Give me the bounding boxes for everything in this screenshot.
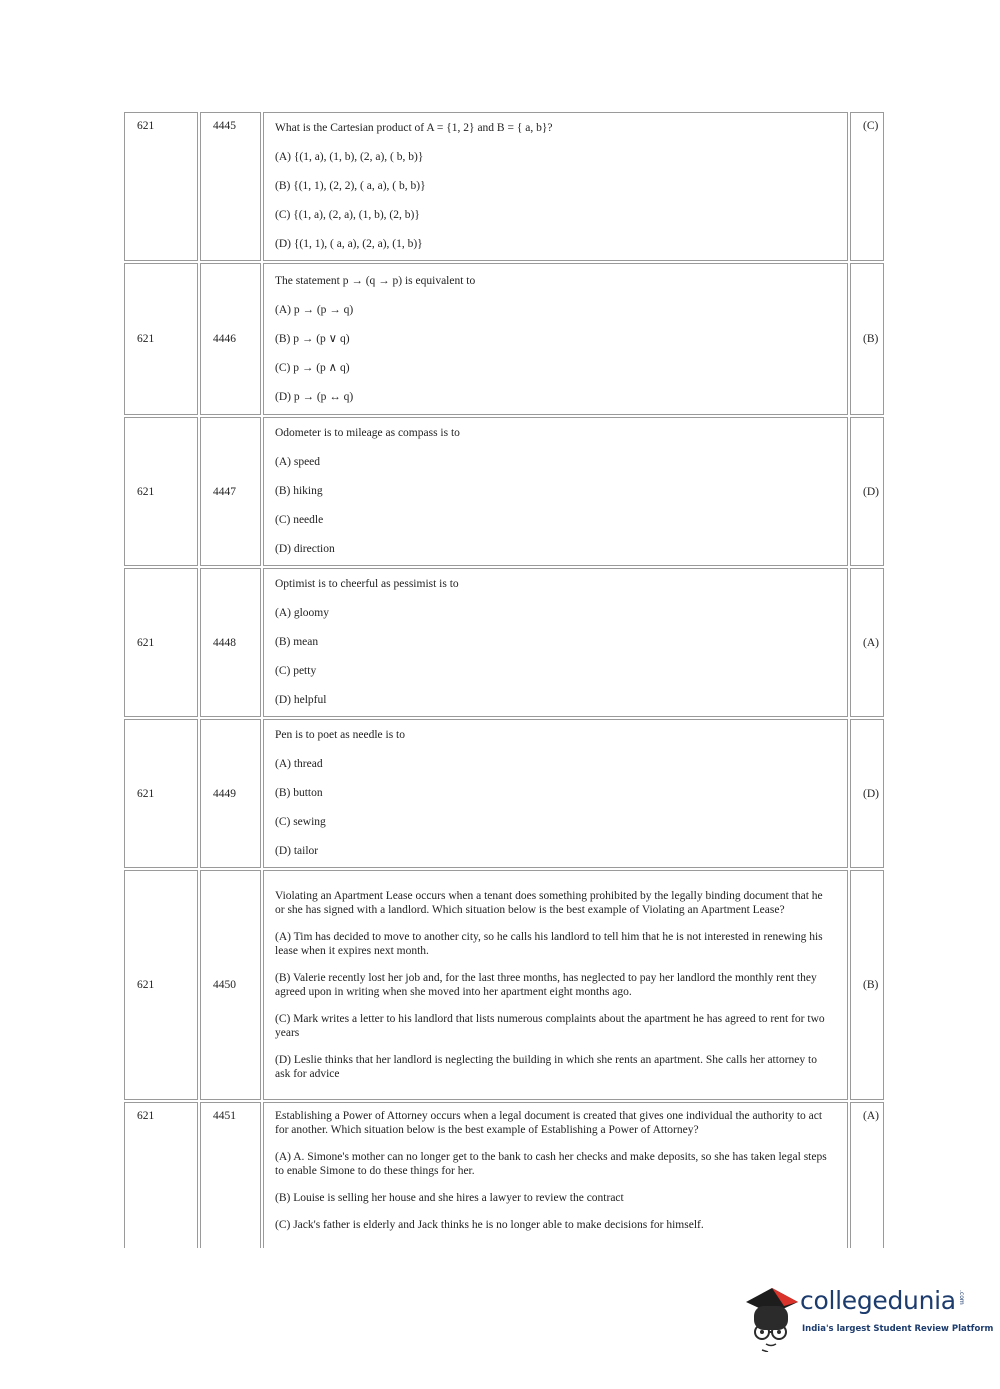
question-cell [263,1102,848,1248]
table-row [124,112,884,261]
paper-code: 621 [124,719,198,868]
logo-wordmark: collegedunia [800,1286,956,1315]
option: (D) helpful [275,694,327,706]
question-cell [263,870,848,1100]
option: (A) thread [275,758,323,770]
question-text: Pen is to poet as needle is to [275,729,405,741]
paper-code: 621 [124,263,198,415]
option: (D) Leslie thinks that her landlord is neglecting the building in which she rents an apartment. She calls her attorney to ask for advice [275,1054,817,1080]
option: (C) {(1, a), (2, a), (1, b), (2, b)} [275,209,420,221]
option: (D) p → (p ↔ q) [275,390,354,403]
option: (B) {(1, 1), (2, 2), ( a, a), ( b, b)} [275,180,426,192]
logo-suffix: .com [958,1290,965,1305]
option: (A) {(1, a), (1, b), (2, a), ( b, b)} [275,151,424,163]
answer: (A) [850,1102,884,1248]
question-number: 4449 [200,719,261,868]
option: (A) p → (p → q) [275,303,354,316]
question-text: The statement p → (q → p) is equivalent to [275,274,476,287]
option: (A) A. Simone's mother can no longer get to the bank to cash her checks and make deposits, so she has taken legal steps to enable Simone to do these things for her. [275,1151,827,1177]
option: (C) needle [275,514,324,526]
question-text: Establishing a Power of Attorney occurs when a legal document is created that gives one individual the authority to act for another. Which situation below is the best example of Establishing a Power of Attorney? [275,1110,823,1136]
answer: (D) [850,417,884,566]
table-row [124,417,884,566]
option: (C) petty [275,665,317,677]
question-number: 4451 [200,1102,261,1248]
question-number: 4447 [200,417,261,566]
question-number: 4445 [200,112,261,261]
logo-tagline: India's largest Student Review Platform [802,1324,994,1334]
question-cell [263,719,848,868]
option: (B) Louise is selling her house and she hires a lawyer to review the contract [275,1192,624,1204]
option: (B) button [275,787,323,799]
option: (D) direction [275,543,335,555]
collegedunia-logo[interactable] [742,1280,994,1360]
paper-code: 621 [124,870,198,1100]
question-number: 4446 [200,263,261,415]
option: (C) Mark writes a letter to his landlord that lists numerous complaints about the apartment he has agreed to rent for two years [275,1013,825,1039]
question-text: Optimist is to cheerful as pessimist is to [275,578,459,590]
question-table [122,110,886,1250]
option: (B) p → (p ∨ q) [275,332,350,345]
option: (B) hiking [275,485,323,497]
question-cell [263,568,848,717]
paper-code: 621 [124,568,198,717]
answer: (D) [850,719,884,868]
question-text: What is the Cartesian product of A = {1, 2} and B = { a, b}? [275,122,553,134]
question-number: 4450 [200,870,261,1100]
question-cell [263,417,848,566]
mascot-icon [742,1280,800,1352]
answer: (B) [850,263,884,415]
paper-code: 621 [124,112,198,261]
answer: (A) [850,568,884,717]
table-row [124,719,884,868]
option: (D) tailor [275,845,319,857]
answer: (B) [850,870,884,1100]
option: (A) gloomy [275,607,329,619]
paper-code: 621 [124,417,198,566]
question-number: 4448 [200,568,261,717]
question-text: Violating an Apartment Lease occurs when a tenant does something prohibited by the legally binding document that he or she has signed with a landlord. Which situation below is the best example of Violating an Apartment Lease? [275,890,823,916]
option: (D) {(1, 1), ( a, a), (2, a), (1, b)} [275,238,423,250]
option: (A) Tim has decided to move to another city, so he calls his landlord to tell him that he is not interested in renewing his lease when it expires next month. [275,931,823,957]
table-row [124,263,884,415]
option: (B) Valerie recently lost her job and, for the last three months, has neglected to pay her landlord the monthly rent they agreed upon in writing when she moved into her apartment eight months ago. [275,972,817,998]
option: (C) p → (p ∧ q) [275,361,350,374]
option: (B) mean [275,636,319,648]
answer: (C) [850,112,884,261]
table-row [124,568,884,717]
question-text: Odometer is to mileage as compass is to [275,427,460,439]
option: (C) Jack's father is elderly and Jack thinks he is no longer able to make decisions for himself. [275,1219,704,1231]
question-cell [263,263,848,415]
paper-code: 621 [124,1102,198,1248]
question-cell [263,112,848,261]
option: (C) sewing [275,816,326,828]
option: (A) speed [275,456,321,468]
table-row [124,870,884,1100]
table-row [124,1102,884,1248]
